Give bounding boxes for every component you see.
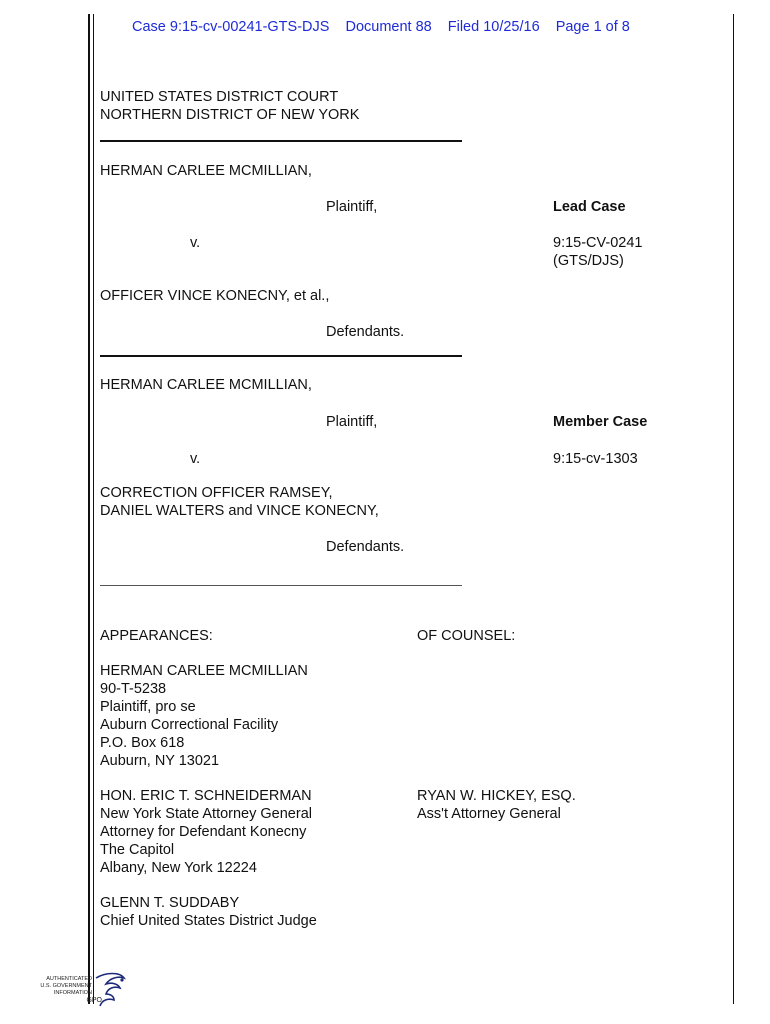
gpo-authentication-seal: [40, 970, 130, 1010]
judge-title: Chief United States District Judge: [100, 913, 317, 929]
member-defendant-line-1: CORRECTION OFFICER RAMSEY,: [100, 485, 333, 501]
appearance-line: Plaintiff, pro se: [100, 699, 196, 715]
member-case-number: 9:15-cv-1303: [553, 451, 638, 467]
of-counsel-heading: OF COUNSEL:: [417, 628, 516, 644]
appearances-heading: APPEARANCES:: [100, 628, 213, 644]
counsel-line: RYAN W. HICKEY, ESQ.: [417, 788, 576, 804]
appearance-line: P.O. Box 618: [100, 735, 185, 751]
lead-versus: v.: [190, 235, 201, 251]
seal-text-line-1: AUTHENTICATED: [46, 976, 92, 982]
appearance-line: Attorney for Defendant Konecny: [100, 824, 307, 840]
appearance-line: Albany, New York 12224: [100, 860, 257, 876]
appearance-line: The Capitol: [100, 842, 175, 858]
plaintiff-appearance: [100, 662, 308, 770]
caption-rule-bottom: [100, 585, 462, 586]
filing-header: [132, 18, 642, 36]
left-margin-rule-inner: [93, 14, 94, 1004]
judge-name: GLENN T. SUDDABY: [100, 895, 240, 911]
attorney-general-appearance: [100, 787, 312, 877]
lead-defendant-name: OFFICER VINCE KONECNY, et al.,: [100, 288, 330, 304]
seal-text-line-2: U.S. GOVERNMENT: [40, 983, 92, 989]
left-margin-rule: [88, 14, 90, 1004]
counsel-appearance: [417, 787, 576, 823]
court-line-2: NORTHERN DISTRICT OF NEW YORK: [100, 107, 360, 123]
seal-text-line-3: INFORMATION: [53, 990, 92, 996]
appearance-line: HERMAN CARLEE MCMILLIAN: [100, 663, 308, 679]
appearance-line: 90-T-5238: [100, 681, 167, 697]
court-name: [100, 88, 359, 124]
member-defendant-names: [100, 484, 379, 520]
eagle-icon: [92, 970, 128, 1010]
header-document-number: Document 88: [345, 19, 432, 35]
lead-plaintiff-name: HERMAN CARLEE MCMILLIAN,: [100, 163, 312, 179]
member-defendant-role: Defendants.: [326, 539, 405, 555]
header-filed-date: Filed 10/25/16: [447, 19, 540, 35]
member-versus: v.: [190, 451, 201, 467]
lead-case-label: Lead Case: [553, 199, 626, 215]
court-line-1: UNITED STATES DISTRICT COURT: [100, 89, 339, 105]
lead-case-number-line-2: (GTS/DJS): [553, 253, 624, 269]
header-page-number: Page 1 of 8: [555, 19, 630, 35]
appearance-line: HON. ERIC T. SCHNEIDERMAN: [100, 788, 312, 804]
member-plaintiff-name: HERMAN CARLEE MCMILLIAN,: [100, 377, 312, 393]
lead-plaintiff-role: Plaintiff,: [326, 199, 378, 215]
judge-signature-block: [100, 894, 317, 930]
member-case-label: Member Case: [553, 414, 648, 430]
member-plaintiff-role: Plaintiff,: [326, 414, 378, 430]
header-case-number: Case 9:15-cv-00241-GTS-DJS: [132, 19, 330, 35]
appearance-line: Auburn Correctional Facility: [100, 717, 279, 733]
counsel-line: Ass't Attorney General: [417, 806, 561, 822]
lead-case-number: [553, 234, 642, 270]
caption-rule-middle: [100, 355, 462, 357]
appearance-line: New York State Attorney General: [100, 806, 312, 822]
seal-gpo-mark: GPO: [86, 997, 102, 1004]
right-margin-rule: [733, 14, 734, 1004]
lead-defendant-role: Defendants.: [326, 324, 405, 340]
lead-case-number-line-1: 9:15-CV-0241: [553, 235, 643, 251]
member-defendant-line-2: DANIEL WALTERS and VINCE KONECNY,: [100, 503, 379, 519]
appearance-line: Auburn, NY 13021: [100, 753, 220, 769]
caption-rule-top: [100, 140, 462, 142]
